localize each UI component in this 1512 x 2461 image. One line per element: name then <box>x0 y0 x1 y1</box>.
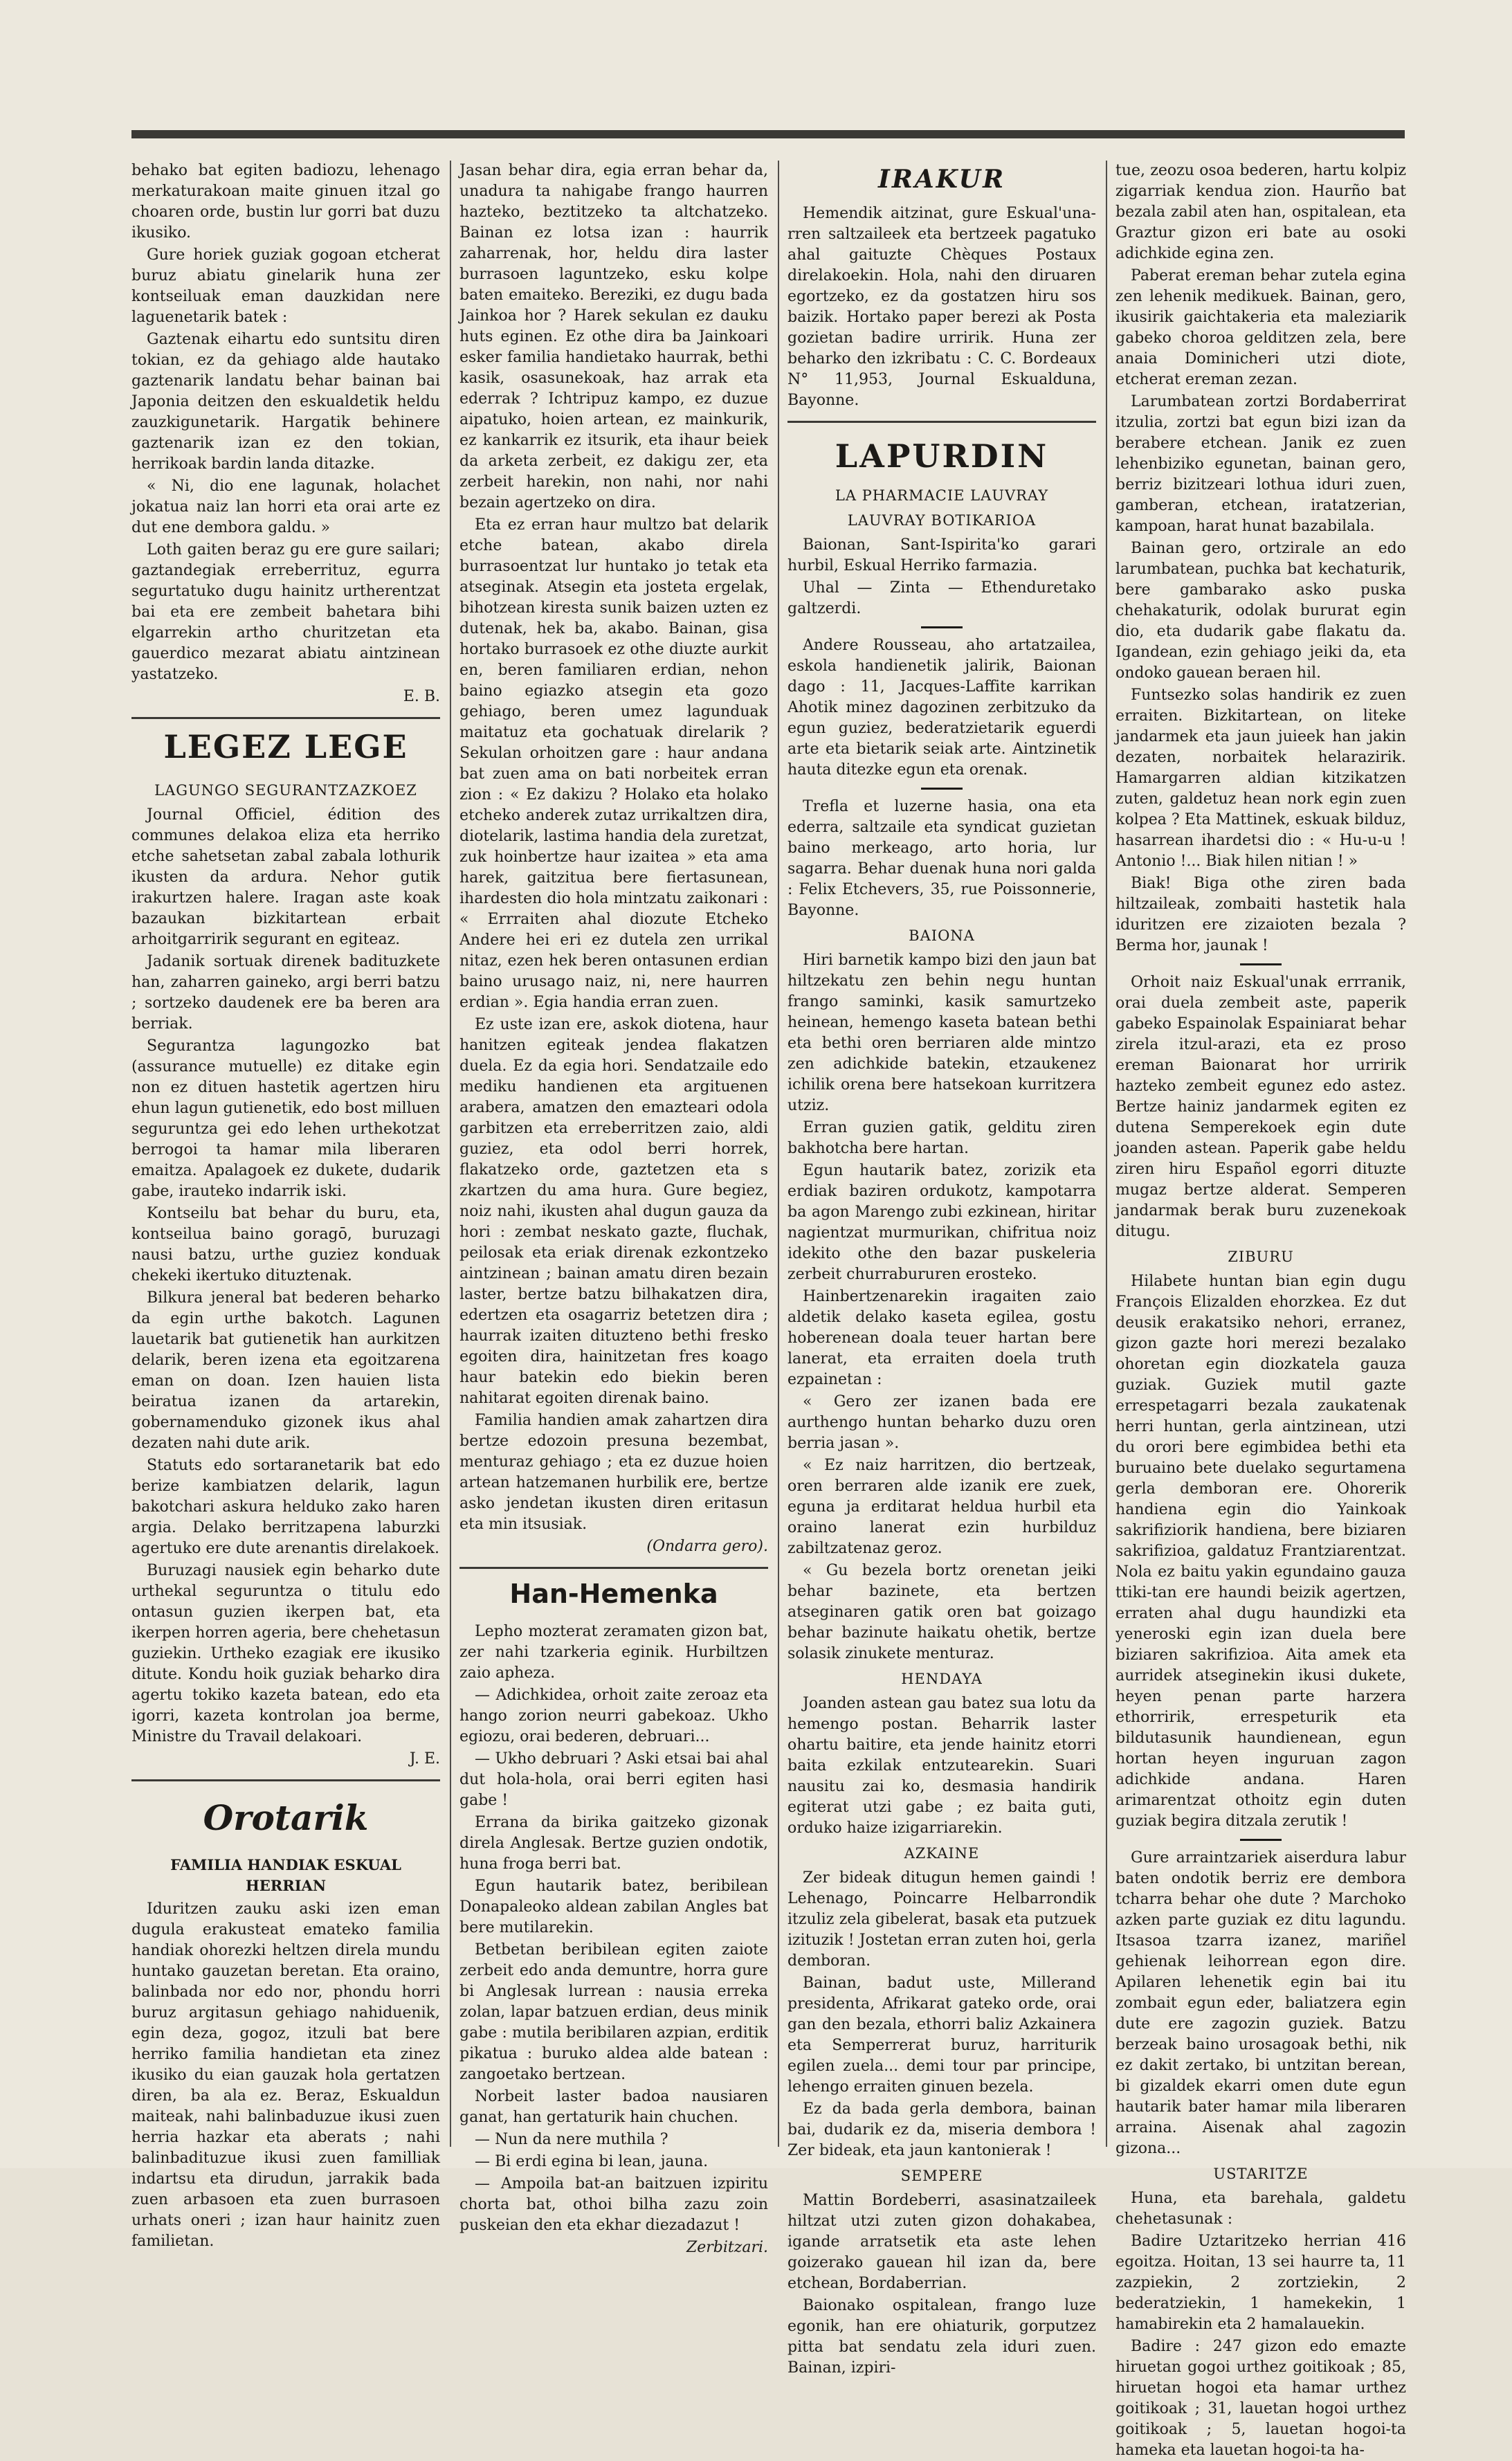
article-text: — Adichkidea, orhoit zaite zeroaz eta hango zorion neurri gabekoaz. Ukho egiozu, orai bederen, debruari... <box>459 1687 768 1745</box>
section-heading-lapurdin: LAPURDIN <box>835 437 1049 475</box>
article-text: « Ez naiz harritzen, dio bertzeak, oren berraren alde izanik ere zuek, eguna ja erditarat heldua hurbil eta oraino lanerat ezin hurbilduz zabiltzatenaz geroz. <box>787 1457 1096 1557</box>
town-heading: ZIBURU <box>1228 1248 1294 1265</box>
town-heading: HENDAYA <box>901 1671 983 1687</box>
article-text: Mattin Bordeberri, asasinatzaileek hiltzat utzi zuten gizon dohakabea, igande arratsetik eta aste lehen goizerako gauean hil izan da, bere etchean, Bordaberrian. <box>787 2192 1096 2292</box>
subheading: LAGUNGO SEGURANTZAZKOEZ <box>154 782 417 799</box>
article-text: Ez uste izan ere, askok diotena, haur hanitzen egiteak jendea flakatzen duela. Ez da egia hori. Sendatzaile edo mediku handienen eta argituenen arabera, amatzen den emazteari odola garbitzen eta erreberritzen zaio, aldi guziez, eta odol berri horrek, flakatzeko orde, gaztetzen eta s zkartzen du ama hura. Gure begiez, noiz nahi, ikusten ahal dugun gauza da hori : zembat neskato gazte, fluchak, peilosak eta eriak direnak ezkontzeko aintzinean ; bainan amatu diren bezain laster, bertze batzu bilhakatzen dira, edertzen eta osagarriz betetzen dira ; haurrak izaiten dituzteno bethi fresko egoiten dira, hainitzetan fres koago haur batekin edo biekin beren nahitarat egoiten direnak baino. <box>459 1016 768 1407</box>
column-2 <box>459 161 768 2256</box>
article-text: Badire : 247 gizon edo emazte hiruetan gogoi urthez goitikoak ; 85, hiruetan hogoi eta hamar urthez goitikoak ; 31, lauetan hogoi urthez goitikoak ; 5, lauetan hogoi-ta hameka eta lauetan hogoi-ta ha- <box>1115 2338 1406 2459</box>
continuation-note: (Ondarra gero). <box>646 1538 768 1555</box>
article-text: Zer bideak ditugun hemen gaindi ! Lehenago, Poincarre Helbarrondik itzuliz zela gibelerat, basak eta putzuek izituzik ! Jostetan erran zuten hoi, gerla demboran. <box>787 1869 1096 1970</box>
article-text: Huna, eta barehala, galdetu chehetasunak : <box>1115 2190 1406 2228</box>
short-divider <box>921 626 963 628</box>
article-text: Funtsezko solas handirik ez zuen erraiten. Bizkitartean, on liteke jandarmek eta jaun juieek han jakin dezaten, norbaitek helarazirik. Hamargarren aldian kitzikatzen zuten, galdetuz hean nork egin zuen kolpea ? Eta Mattinek, eskuak bilduz, hasarrean ihardetsi dio : « Hu-u-u ! Antonio !... Biak hilen nitian ! » <box>1115 687 1406 870</box>
article-text: Ez da bada gerla dembora, bainan bai, dudarik ez da, miseria dembora ! Zer bideak, eta jaun kantonierak ! <box>787 2100 1096 2159</box>
article-text: Egun hautarik batez, beribilean Donapaleoko aldean zabilan Angles bat bere mutilarekin. <box>459 1878 768 1936</box>
article-text: « Ni, dio ene lagunak, holachet jokatua naiz lan horri eta orai arte ez dut ene dembora galdu. » <box>131 478 440 536</box>
article-text: — Bi erdi egina bi lean, jauna. <box>475 2153 709 2170</box>
signature: J. E. <box>409 1750 440 1768</box>
column-rule <box>1106 161 1107 2147</box>
subheading: FAMILIA HANDIAK ESKUAL HERRIAN <box>170 1856 401 1894</box>
article-text: — Nun da nere muthila ? <box>475 2131 668 2148</box>
article-text: Egun hautarik batez, zorizik eta erdiak baziren ordukotz, kampotarra ba agon Marengo zubi ezkinean, hiritar nagientzat murmurikan, chifritua noiz idekito othe den bazar puskeleria zerbeit churrabururen erosteko. <box>787 1162 1096 1283</box>
section-heading-irakur: IRAKUR <box>877 165 1005 194</box>
article-text: Errana da birika gaitzeko gizonak direla Anglesak. Bertze guzien ondotik, huna froga berri bat. <box>459 1814 768 1873</box>
article-text: Norbeit laster badoa nausiaren ganat, han gertaturik hain chuchen. <box>459 2088 768 2126</box>
article-text: Paberat ereman behar zutela egina zen lehenik medikuek. Bainan, gero, ikusirik gaichtakeria eta maleziarik gabeko choroa gelditzen zela, bere anaia Dominicheri utzi diote, etcherat ereman zezan. <box>1115 267 1406 388</box>
article-text: Kontseilu bat behar du buru, eta, kontseilua baino goragō, buruzagi nausi batzu, urthe guziez konduak chekeki ikertuko dituztenak. <box>131 1205 440 1284</box>
section-divider <box>131 1779 440 1781</box>
article-text: Erran guzien gatik, gelditu ziren bakhotcha bere hartan. <box>787 1119 1096 1157</box>
article-text: Biak! Biga othe ziren bada hiltzaileak, zombaiti hastetik hala iduritzen ere zizaioten bezala ? Berma hor, jaunak ! <box>1115 875 1406 954</box>
article-text: Jadanik sortuak direnek badituzkete han, zaharren gaineko, argi berri batzu ; sortzeko daudenek ere ba beren ara berriak. <box>131 953 440 1033</box>
article-text: Bainan, badut uste, Millerand presidenta, Afrikarat gateko orde, orai gan den bezala, ethorri baliz Azkainera eta Semperrerat buruz, harriturik egilen zuela... demi tour par principe, lehengo erraiten ginuen bezela. <box>787 1974 1096 2096</box>
article-text: Betbetan beribilean egiten zaiote zerbeit edo anda demuntre, horra gure bi Anglesak lurrean : nausia erreka zolan, lapar batzuen erdian, deus minik gabe : mutila beribilaren azpian, erditik pikatua : buruko aldea alde batean : zangoetako bertzean. <box>459 1941 768 2083</box>
article-text: behako bat egiten badiozu, lehenago merkaturakoan maite ginuen itzal go choaren orde, bustin lur gorri bat duzu ikusiko. <box>131 162 440 242</box>
article-text: Buruzagi nausiek egin beharko dute urthekal seguruntza o titulu edo ontasun guzien ikerpen bat, eta ikerpen horren ageria, bere chehetasun guziekin. Urtheko ezagiak ere ikusiko ditute. Kondu hoik guziak beharko dira agertu tokiko kazeta batean, edo eta igorri, kazeta kontrolan joa berme, Ministre du Travail delakoari. <box>131 1562 440 1745</box>
article-text: Familia handien amak zahartzen dira bertze edozoin presuna bezembat, menturaz gehiago ; eta ez duzue hoien artean hatzemanen hurbilik ere, bertze asko jendetan ikusten diren eritasun eta min itsusiak. <box>459 1412 768 1533</box>
short-divider <box>1240 963 1282 965</box>
column-rule <box>450 161 451 2147</box>
article-text: « Gu bezela bortz orenetan jeiki behar bazinete, eta bertzen atseginaren gatik oren bat goizago behar bazinute haikatu ohetik, bertze solasik zinukete menturaz. <box>787 1562 1096 1662</box>
article-text: Statuts edo sortaranetarik bat edo berize kambiatzen delarik, lagun bakotchari askura helduko zako haren argia. Delako berritzapena laburzki agertuko ere dute arenantis direlakoek. <box>131 1457 440 1557</box>
article-text: Baionan, Sant-Ispirita'ko garari hurbil, Eskual Herriko farmazia. <box>787 536 1096 574</box>
section-heading-orotarik: Orotarik <box>203 1797 369 1838</box>
signature: Zerbitzari. <box>686 2239 768 2256</box>
article-text: Jasan behar dira, egia erran behar da, unadura ta nahigabe frango haurren hazteko, beztitzeko ta altchatzeko. Bainan ez lotsa izan : haurrik zaharrenak, hor, heldu dira laster burrasoen laguntzeko, esku kolpe baten emaiteko. Bereziki, ez dugu bada Jainkoa hor ? Harek sekulan ez dauku huts eginen. Ez othe dira ba Jainkoari esker familia handietako haurrak, bethi kasik, osasunekoak, haz arrak eta ederrak ? Ichtripuz kampo, ez duzue aipatuko, hoien artean, ez mainkurik, ez kankarrik ez itsurik, eta ihaur beiek da arketa zerbeit, ez dakigu zer, eta zerbeit harekin, non nahi, nor nahi bezain agertzeko on dira. <box>459 162 768 511</box>
article-text: Trefla et luzerne hasia, ona eta ederra, saltzaile eta syndicat guzietan baino merkeago, arto horia, lur sagarra. Behar duenak huna nori galda : Felix Etchevers, 35, rue Poissonnerie, Bayonne. <box>787 798 1096 919</box>
section-divider <box>131 717 440 719</box>
article-text: Loth gaiten beraz gu ere gure sailari; gaztandegiak erreberrituz, egurra segurtatuko dugu hainitz urtherentzat bai eta ere zembeit bahetara bihi elgarrekin artho churitzetan eta gauerdico mezarat abiatu aintzinean yastatzeko. <box>131 541 440 683</box>
article-text: Gure horiek guziak gogoan etcherat buruz abiatu ginelarik huna zer kontseiluak eman dauzkidan nere laguenetarik batek : <box>131 246 440 326</box>
article-text: Hilabete huntan bian egin dugu François Elizalden ehorzkea. Ez dut deusik erakatsiko nehori, erranez, gizon gazte hori merezi bezalako ohoretan egin diozkatela gauza guziak. Guziek mutil gazte errespetagarri bezala zaukatenak herri huntan, gerla aintzinean, utzi du orori bere egimbidea bethi eta buruaino bete duelako segurtamena gerla demboran ere. Ohorerik handiena egin dio Yainkoak sakrifiziorik handiena, bere biziaren sakrifizioa, galdatuz Frantziarentzat. Nola ez baitu yakin egundaino gauza ttiki-tan ere haundi beizik agertzen, erraten ahal dugu haundizki eta yeneroski egin izan duela bere biziaren sakrifizioa. Aita amek eta aurridek atseginekin ikusi dukete, heyen penan parte harzera ethorririk, errespeturik eta bildutasunik haundienean, egun hortan heyen inguruan zagon adichkide andana. Haren arimarentzat othoitz egin duten guziak begira ditzala zerutik ! <box>1115 1273 1406 1830</box>
article-text: Badire Uztaritzeko herrian 416 egoitza. Hoitan, 13 sei haurre ta, 11 zazpiekin, 2 zortziekin, 2 bederatziekin, 1 hamekekin, 1 hamabirekin eta 2 hamalauekin. <box>1115 2233 1406 2333</box>
article-text: Hiri barnetik kampo bizi den jaun bat hiltzekatu zen behin negu huntan frango saminki, kasik samurtzeko heinean, hemengo kaseta batean bethi eta bethi oren berriaren alde mintzo zen adichkide batekin, etzaukenez ichilik orena bere hatsekoan kurritzera utziz. <box>787 952 1096 1114</box>
column-4 <box>1115 161 1406 2459</box>
short-divider <box>1240 1839 1282 1841</box>
section-heading-legez-lege: LEGEZ LEGE <box>163 728 408 765</box>
town-heading: AZKAINE <box>904 1845 980 1862</box>
article-text: Bilkura jeneral bat bederen beharko da egin urthe bakotch. Lagunen lauetarik bat gutienetik han aurkitzen delarik, beren izena eta egoitzarena eman on doan. Izen hauien lista beiratua izanen da artarekin, gobernamenduko gizonek ikus ahal dezaten nahi dute arik. <box>131 1289 440 1452</box>
article-text: Joanden astean gau batez sua lotu da hemengo postan. Beharrik laster ohartu baitire, eta jende hainitz etorri baita ezkilak entzutearekin. Suari nausitu zai ko, desmasia handirik egiterat utzi gabe ; ez baita guti, orduko haize izigarriarekin. <box>787 1695 1096 1837</box>
article-text: Gaztenak eihartu edo suntsitu diren tokian, ez da gehiago alde hautako gaztenarik landatu behar bainan bai Japonia deitzen den eskualdetik heldu zauzkigunetarik. Hargatik behinere gaztenarik izan ez den tokian, herrikoak bardin landa ditazke. <box>131 331 440 473</box>
article-text: « Gero zer izanen bada ere aurthengo huntan beharko duzu oren berria jasan ». <box>787 1393 1096 1452</box>
article-text: Iduritzen zauku aski izen eman dugula erakusteat emateko familia handiak ohorezki heltzen direla mundu huntako gauzetan beretan. Eta oraino, balinbada nor edo nor, phondu horri buruz argitasun gehiago nahiduenik, egin deza, gogoz, itzuli bat bere herriko familia handietan eta zinez ikusiko du eian gauzak hola gertatzen diren, ba ala ez. Beraz, Eskualdun maiteak, nahi balinbaduzue ikusi zuen herria hazkar eta aberats ; nahi balinbadituzue ikusi zuen familliak indartsu eta dirudun, jarrakik bada zuen arbasoen eta zuen burrasoen urhats oneri ; izan haur hainitz zuen familietan. <box>131 1900 440 2250</box>
article-text: Journal Officiel, édition des communes delakoa eliza eta herriko etche sahetsetan zabal zabala lothurik ikusten da ardura. Nehor gutik irakurtzen halere. Iragan aste koak bazaukan bizkitartean erbait arhoitgarririk segurant en egiteaz. <box>131 806 440 948</box>
article-text: Gure arraintzariek aiserdura labur baten ondotik berriz ere dembora tcharra behar ohe dute ? Marchoko azken parte guziak ez ditu lagundu. Itsasoa tzarra izanez, mariñel gehienak leihorrean egon dire. Apilaren lehenetik egin bai itu zombait egun eder, baliatzera egin dute ere zagozin guziek. Batzu berzeak baino urosagoak bethi, nik ez dakit zertako, bi untzitan berean, bi gizaldek ekarri omen dute egun hautarik bater hamar mila liberaren arraina. Aisenak ahal zagozin gizona... <box>1115 1849 1406 2157</box>
pharmacy-name-basque: LAUVRAY BOTIKARIOA <box>847 512 1037 529</box>
article-text: Uhal — Zinta — Ethenduretako galtzerdi. <box>787 579 1096 617</box>
top-rule <box>131 130 1405 138</box>
town-heading: SEMPERE <box>900 2168 983 2184</box>
article-text: Bainan gero, ortzirale an edo larumbatean, puchka bat kechaturik, bere gambarako asko puska chehakaturik, odolak bururat egin dio, eta dudarik gabe flakatu da. Igandean, ezin gehiago jeiki da, eta ondoko gauean beraen hil. <box>1115 540 1406 682</box>
section-divider <box>787 421 1096 423</box>
article-text: — Ukho debruari ? Aski etsai bai ahal dut hola-hola, orai berri egiten hasi gabe ! <box>459 1750 768 1809</box>
article-text: Hainbertzenarekin iragaiten zaio aldetik delako kaseta egilea, gostu hoberenean doala teuer hartan bere lanerat, eta erraiten doela truth ezpainetan : <box>787 1288 1096 1388</box>
article-text: Andere Rousseau, aho artatzailea, eskola handienetik jalirik, Baionan dago : 11, Jacques-Laffite karrikan Ahotik minez dagozinen zerbitzuko da egun guziez, bederatzietarik eguerdi arte eta bietarik seiak arte. Aintzinetik hauta ditezke egun eta orenak. <box>787 637 1096 779</box>
column-3 <box>787 161 1096 2377</box>
short-divider <box>921 788 963 790</box>
article-text: Baionako ospitalean, frango luze egonik, han ere ohiaturik, gorputzez pitta bat sendatu zela iduri zuen. Bainan, izpiri- <box>787 2297 1096 2377</box>
article-text: Orhoit naiz Eskual'unak errranik, orai duela zembeit aste, paperik gabeko Espainolak Espainiarat behar zirela itzul-arazi, eta ez proso ereman Baionarat hor urririk hazteko zembeit egunez edo astez. Bertze hainiz jandarmek egiten ez dutena Semperekoek egin dute joanden astean. Paperik gabe heldu ziren hiru Español egorri dituzte mugaz bertze alderat. Semperen jandarmak berak buru zuzenekoak ditugu. <box>1115 974 1406 1240</box>
pharmacy-name: LA PHARMACIE LAUVRAY <box>835 487 1049 504</box>
section-divider <box>459 1567 768 1569</box>
article-text: Lepho mozterat zeramaten gizon bat, zer nahi tzarkeria eginik. Hurbiltzen zaio apheza. <box>459 1623 768 1682</box>
town-heading: USTARITZE <box>1213 2165 1309 2182</box>
article-text: Hemendik aitzinat, gure Eskual'una-rren saltzaileek eta bertzeek pagatuko ahal gaituzte Chèques Postaux direlakoekin. Hola, nahi den diruaren egortzeko, ez da gostatzen hiru sos baizik. Hortako paper berezi ak Posta gozietan badire urririk. Huna zer beharko den izkribatu : C. C. Bordeaux N° 11,953, Journal Eskualduna, Bayonne. <box>787 205 1096 409</box>
section-heading-han-hemenka: Han-Hemenka <box>509 1579 718 1609</box>
column-1 <box>131 161 440 2250</box>
article-text: Larumbatean zortzi Bordaberrirat itzulia, zortzi bat egun bizi izan da berabere etchean. Janik ez zuen lehenbiziko egunetan, bainan gero, berriz bizitzeari lothua iduri zuen, gamberan, etchean, iratatzerian, kampoan, harat hunat bazabilala. <box>1115 393 1406 535</box>
article-text: — Ampoila bat-an baitzuen izpiritu chorta bat, othoi bilha zazu zoin puskeian den eta ekhar diezadazut ! <box>459 2175 768 2234</box>
town-heading: BAIONA <box>909 927 975 944</box>
article-text: Segurantza lagungozko bat (assurance mutuelle) ez ditake egin non ez dituen hastetik agertzen hiru ehun lagun gutienetik, edo bost milluen seguruntza gei edo lehen urthekotzat berrogoi ta hamar mila liberaren emaitza. Apalagoek ez dukete, dudarik gabe, irauteko indarrik iski. <box>131 1037 440 1200</box>
article-text: tue, zeozu osoa bederen, hartu kolpiz zigarriak kendua zion. Haurño bat bezala zabil aten han, ospitalean, eta Graztur gizon eri bate au osoki adichkide egina zen. <box>1115 162 1406 262</box>
column-rule <box>778 161 779 2147</box>
signature: E. B. <box>403 688 440 705</box>
article-text: Eta ez erran haur multzo bat delarik etche batean, akabo direla burrasoentzat lur huntako jo tetak eta atseginak. Atsegin eta josteta ergelak, bihotzean kiresta sunik baizen uzten ez dutenak, hek ba, akabo. Bainan, gisa hortako burrasoek ez othe diuzte aurkit en, beren familiaren erdian, nehon baino egiazko atsegin eta gozo gehiago, beren umez lagunduak maitatuz eta gochatuak direlarik ? Sekulan orhoitzen gare : haur andana bat zuen ama on bati norbeitek erran zion : « Ez dakizu ? Holako eta holako etcheko anderek zutaz urrikaltzen dira, diotelarik, lastima handia dela zuretzat, zuk hoinbertze haur izaitea » eta ama harek, gaitzitua bere fiertasunean, ihardesten dio hola mintzatu zaikonari : « Errraiten ahal diozute Etcheko Andere hei eri ez dutela zen urrikal nitaz, ezen hek beren ontasunen erdian baino urusago naiz, ni, nere haurren erdian ». Egia handia erran zuen. <box>459 516 768 1011</box>
